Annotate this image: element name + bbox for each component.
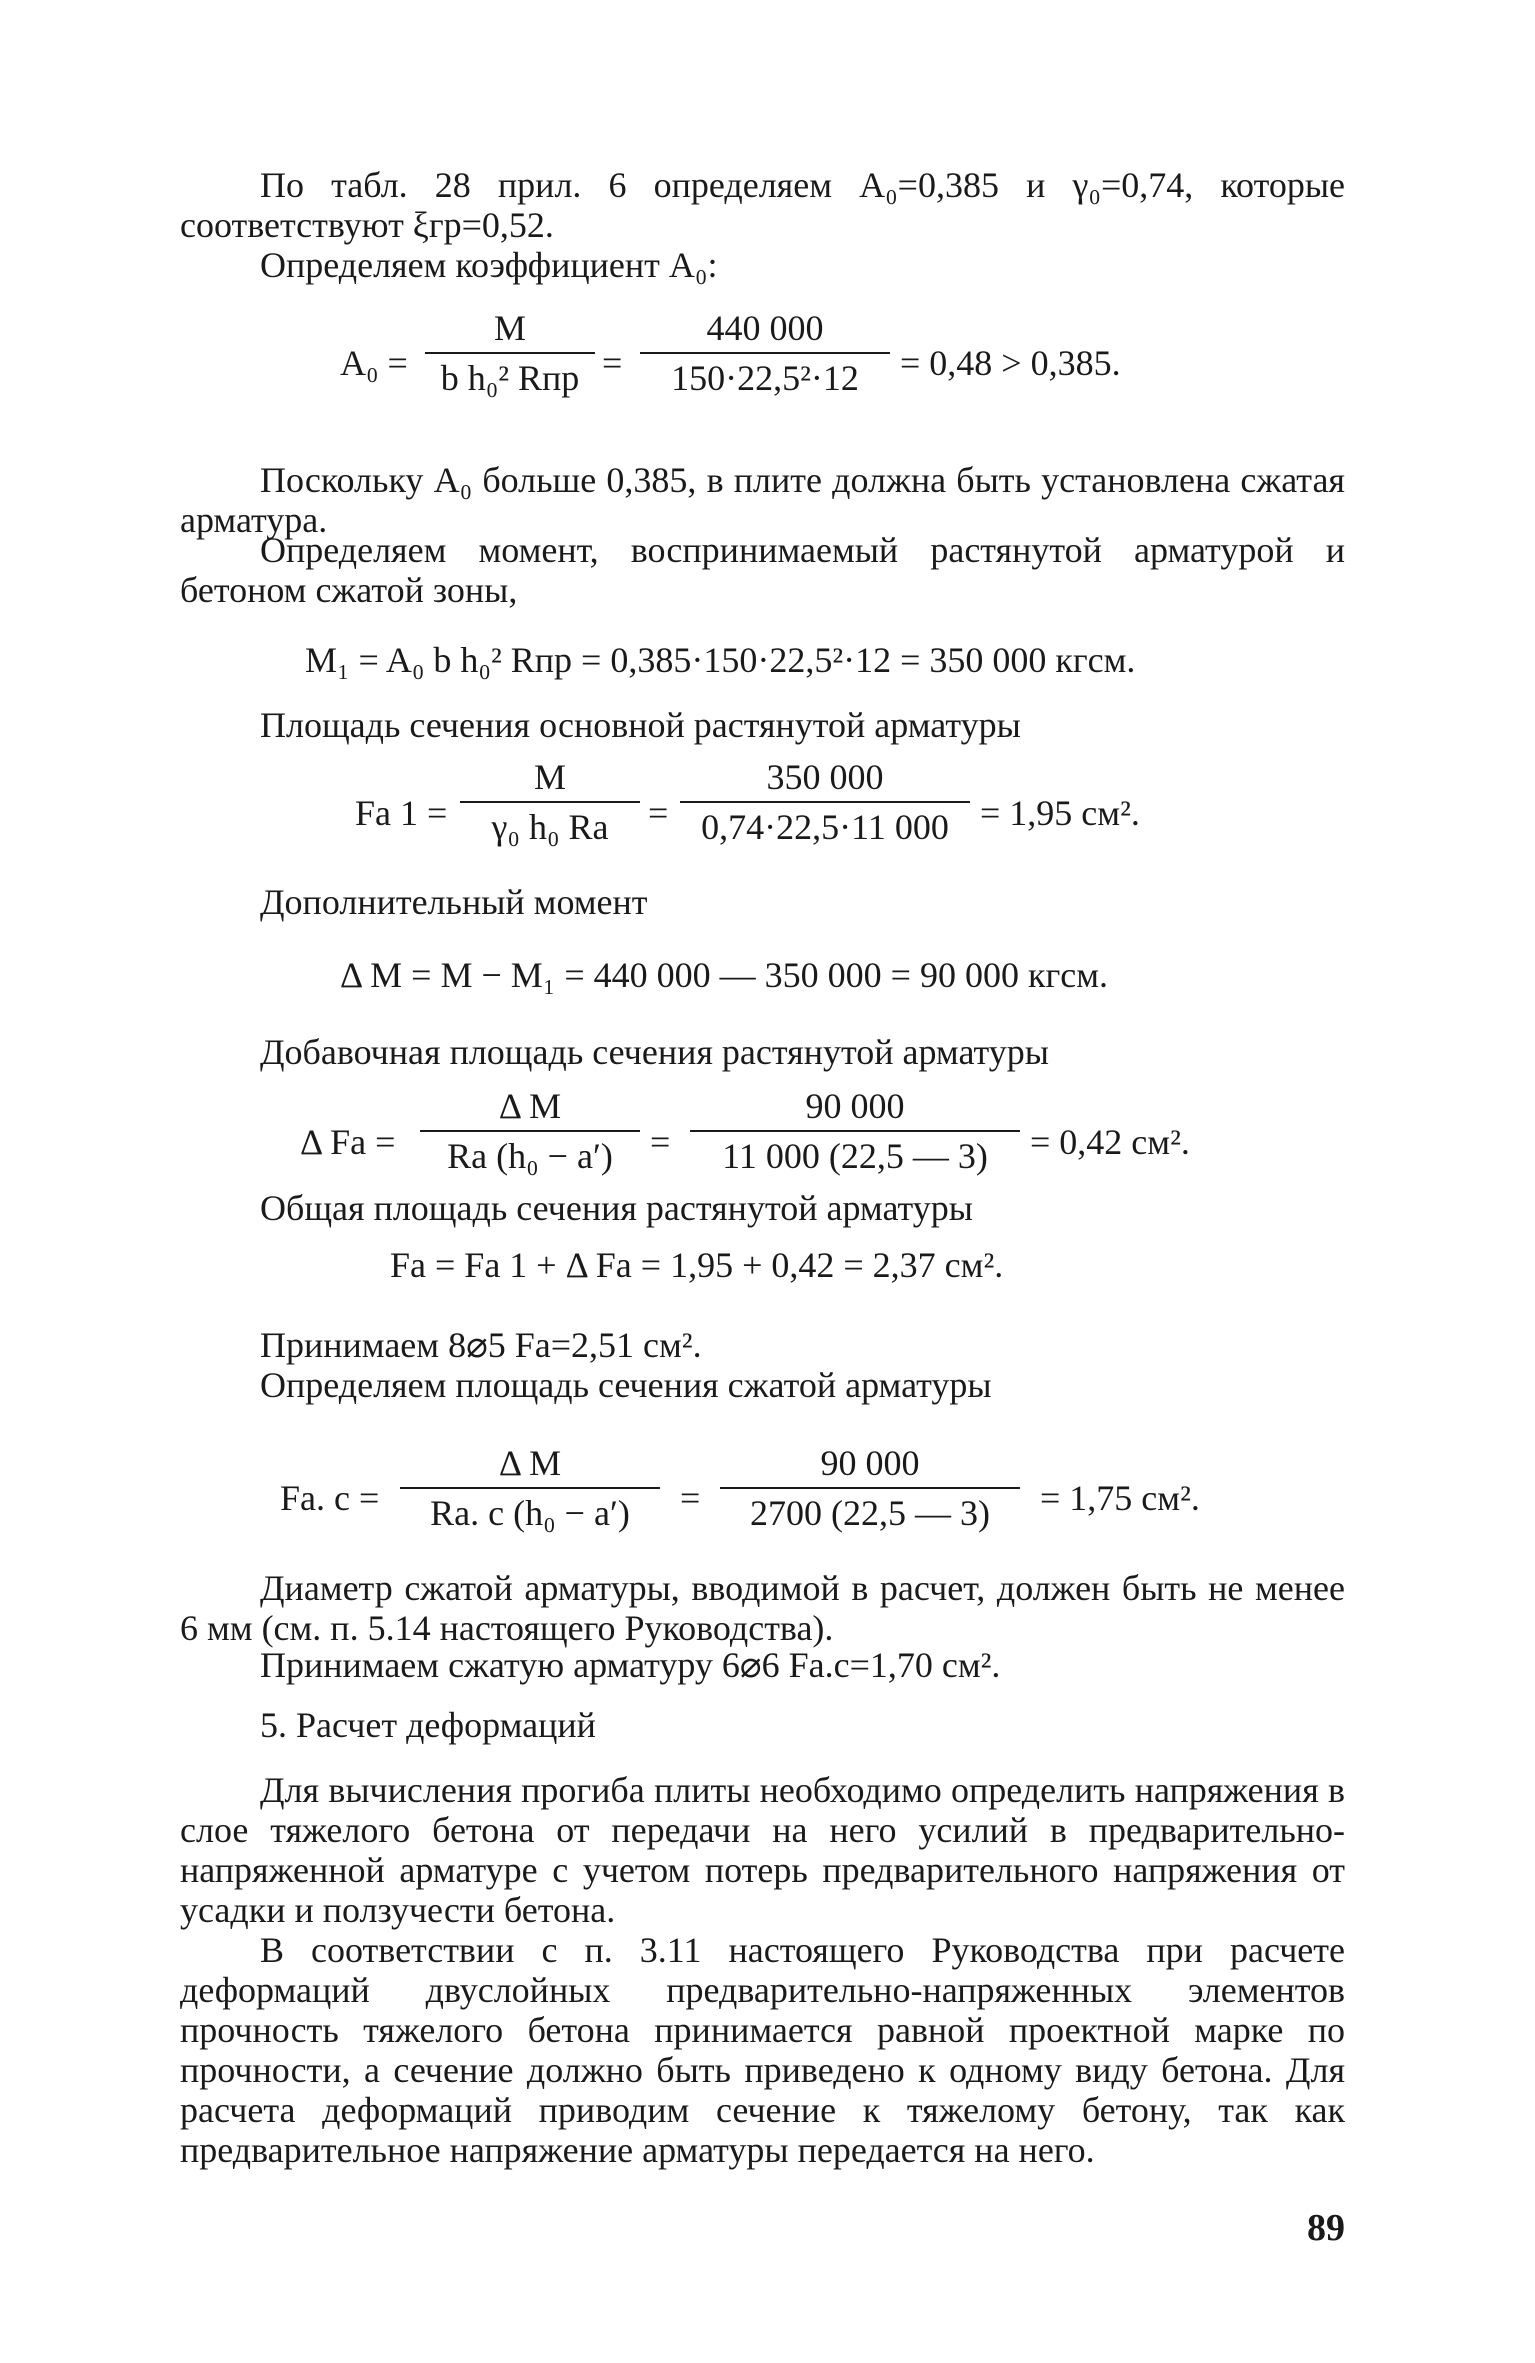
eq1-lhs: A₀ = [340, 343, 408, 383]
eq7-equals: = [680, 1478, 701, 1518]
paragraph-moment-intro: Определяем момент, воспринимаемый растянутой арматурой и бетоном сжатой зоны, [180, 530, 1345, 610]
eq1-equals: = [602, 343, 623, 383]
paragraph-compressed-reinforcement: Поскольку A₀ больше 0,385, в плите должна быть установлена сжатая арматура. [180, 460, 1345, 540]
eq5-f2-denominator: 11 000 (22,5 — 3) [722, 1136, 988, 1176]
eq1-fraction-2 [640, 308, 890, 398]
equation-delta-m: Δ M = M − M₁ = 440 000 — 350 000 = 90 000 кгсм. [340, 955, 1108, 995]
equation-m1: M₁ = A₀ b h₀² Rпр = 0,385·150·22,5²·12 = 350 000 кгсм. [305, 640, 1136, 680]
eq1-f2-denominator: 150·22,5²·12 [671, 358, 859, 398]
eq7-f1-numerator: Δ M [498, 1443, 562, 1483]
eq7-f2-denominator: 2700 (22,5 — 3) [750, 1493, 990, 1533]
paragraph-accept-6d6: Принимаем сжатую арматуру 6⌀6 Fа.с=1,70 см². [260, 1645, 1001, 1685]
eq5-f1-denominator: Rа (h₀ − a′) [447, 1136, 613, 1176]
eq5-fraction-1 [420, 1086, 640, 1176]
eq1-rhs: = 0,48 > 0,385. [900, 343, 1121, 383]
eq5-f2-numerator: 90 000 [805, 1086, 905, 1126]
eq3-fraction-2 [680, 757, 970, 847]
eq1-f2-numerator: 440 000 [706, 308, 824, 348]
eq7-f2-numerator: 90 000 [820, 1443, 920, 1483]
paragraph-deflection: Для вычисления прогиба плиты необходимо определить напряжения в слое тяжелого бетона от передачи на него усилий в предварительно-напряженной арматуре с учетом потерь предварительного напряжения от усадки и ползучести бетона. [180, 1770, 1345, 1930]
eq3-f2-numerator: 350 000 [766, 757, 884, 797]
paragraph-accept-8d5: Принимаем 8⌀5 Fа=2,51 см². [260, 1325, 702, 1365]
eq3-equals: = [648, 793, 669, 833]
paragraph-compressed-area-intro: Определяем площадь сечения сжатой арматуры [260, 1365, 992, 1405]
eq5-fraction-2 [690, 1086, 1020, 1176]
paragraph-per-section-3-11: В соответствии с п. 3.11 настоящего Руководства при расчете деформаций двуслойных предварительно-напряженных элементов прочность тяжелого бетона принимается равной проектной марке по прочности, а сечение должно быть приведено к одному виду бетона. Для расчета деформаций приводим сечение к тяжелому бетону, так как предварительное напряжение арматуры передается на него. [180, 1930, 1345, 2170]
paragraph-table-lookup: По табл. 28 прил. 6 определяем A₀=0,385 и γ₀=0,74, которые соответствуют ξгр=0,52. [180, 165, 1345, 245]
paragraph-diameter-requirement: Диаметр сжатой арматуры, вводимой в расчет, должен быть не менее 6 мм (см. п. 5.14 настоящего Руководства). [180, 1568, 1345, 1648]
eq1-f1-numerator: M [493, 308, 526, 348]
section-heading-deformations: 5. Расчет деформаций [260, 1705, 596, 1745]
eq7-fraction-1 [400, 1443, 660, 1533]
eq5-equals: = [650, 1122, 671, 1162]
equation-fa-total: Fа = Fа 1 + Δ Fа = 1,95 + 0,42 = 2,37 см². [390, 1245, 1004, 1285]
paragraph-additional-area: Добавочная площадь сечения растянутой арматуры [260, 1032, 1049, 1072]
paragraph-additional-moment: Дополнительный момент [260, 882, 648, 922]
eq3-f1-numerator: M [533, 757, 566, 797]
eq5-f1-numerator: Δ M [498, 1086, 562, 1126]
eq3-fraction-1 [460, 757, 640, 847]
eq1-fraction-1 [425, 308, 595, 398]
eq5-lhs: Δ Fа = [300, 1122, 396, 1162]
eq3-rhs: = 1,95 см². [980, 793, 1140, 833]
eq5-rhs: = 0,42 см². [1030, 1122, 1190, 1162]
eq3-f2-denominator: 0,74·22,5·11 000 [701, 807, 949, 847]
eq3-f1-denominator: γ₀ h₀ Rа [491, 807, 609, 847]
paragraph-coefficient-intro: Определяем коэффициент A₀: [260, 245, 718, 285]
eq1-f1-denominator: b h₀² Rпр [440, 358, 580, 398]
paragraph-total-area: Общая площадь сечения растянутой арматуры [260, 1188, 973, 1228]
paragraph-main-area: Площадь сечения основной растянутой арматуры [260, 705, 1021, 745]
eq3-lhs: Fа 1 = [355, 793, 448, 833]
page-number: 89 [1307, 2207, 1345, 2249]
eq7-lhs: Fа. с = [280, 1478, 380, 1518]
eq7-fraction-2 [720, 1443, 1020, 1533]
eq7-f1-denominator: Rа. с (h₀ − a′) [430, 1493, 630, 1533]
eq7-rhs: = 1,75 см². [1040, 1478, 1200, 1518]
